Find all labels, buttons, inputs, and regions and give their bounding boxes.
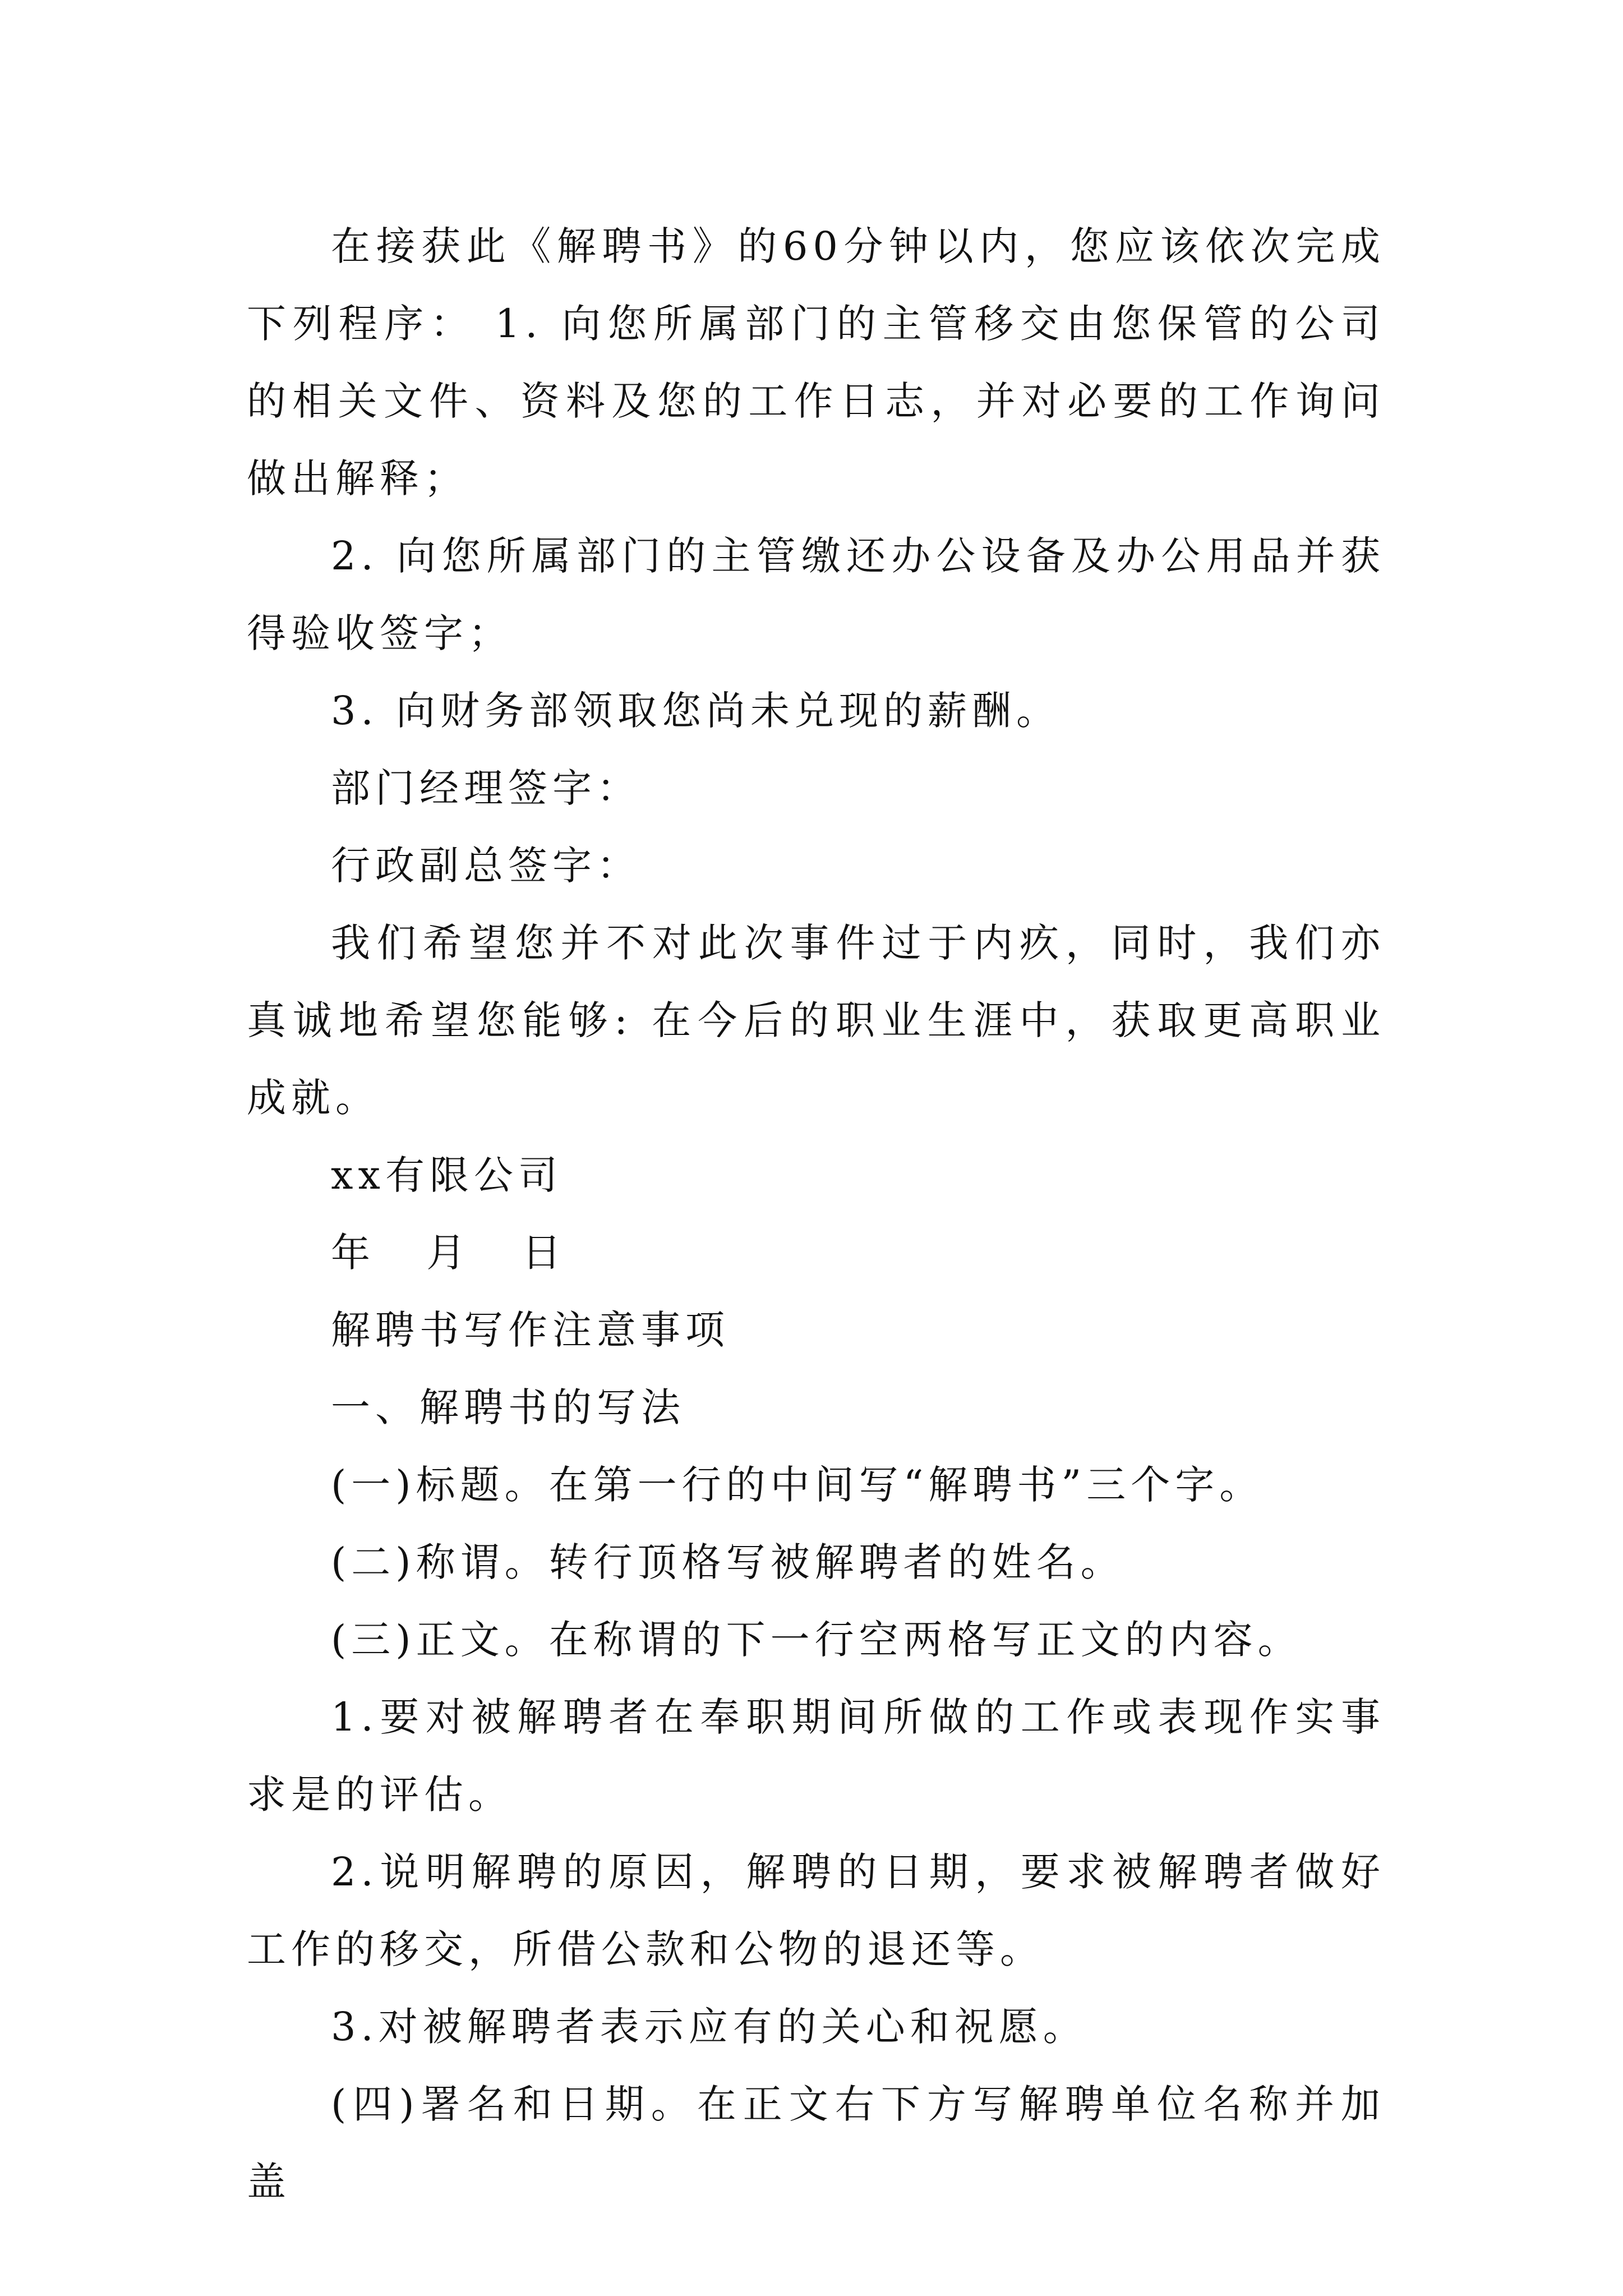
subheading-writing-method: 一、解聘书的写法 <box>331 1384 685 1430</box>
item-salutation: (二)称谓。转行顶格写被解聘者的姓名。 <box>331 1539 1125 1585</box>
paragraph-closing-wishes: 我们希望您并不对此次事件过于内疚，同时，我们亦真诚地希望您能够: 在今后的职业生涯中，获取更高职业成就。 <box>247 920 1385 1121</box>
item-signature-and-date: (四)署名和日期。在正文右下方写解聘单位名称并加盖 <box>247 2081 1385 2205</box>
paragraph-step-3: 3. 向财务部领取您尚未兑现的薪酬。 <box>331 688 1061 734</box>
company-name: xx有限公司 <box>331 1152 562 1198</box>
document-body <box>247 208 1385 2220</box>
signature-line-department-manager: 部门经理签字： <box>331 765 641 811</box>
signature-line-admin-vp: 行政副总签字： <box>331 843 641 889</box>
paragraph-step-2: 2. 向您所属部门的主管缴还办公设备及办公用品并获得验收签字； <box>247 533 1385 656</box>
item-title: (一)标题。在第一行的中间写“解聘书”三个字。 <box>331 1462 1264 1508</box>
paragraph-procedure-intro: 在接获此《解聘书》的60分钟以内，您应该依次完成下列程序： 1. 向您所属部门的主管移交由您保管的公司的相关文件、资料及您的工作日志，并对必要的工作询问做出解释； <box>247 223 1385 501</box>
body-point-2: 2.说明解聘的原因，解聘的日期，要求被解聘者做好工作的移交，所借公款和公物的退还等。 <box>247 1849 1385 1972</box>
body-point-1: 1.要对被解聘者在奉职期间所做的工作或表现作实事求是的评估。 <box>247 1694 1385 1818</box>
section-heading-notes: 解聘书写作注意事项 <box>331 1307 730 1353</box>
item-body: (三)正文。在称谓的下一行空两格写正文的内容。 <box>331 1617 1302 1663</box>
date-line: 年 月 日 <box>331 1230 566 1276</box>
body-point-3: 3.对被解聘者表示应有的关心和祝愿。 <box>331 2004 1087 2050</box>
